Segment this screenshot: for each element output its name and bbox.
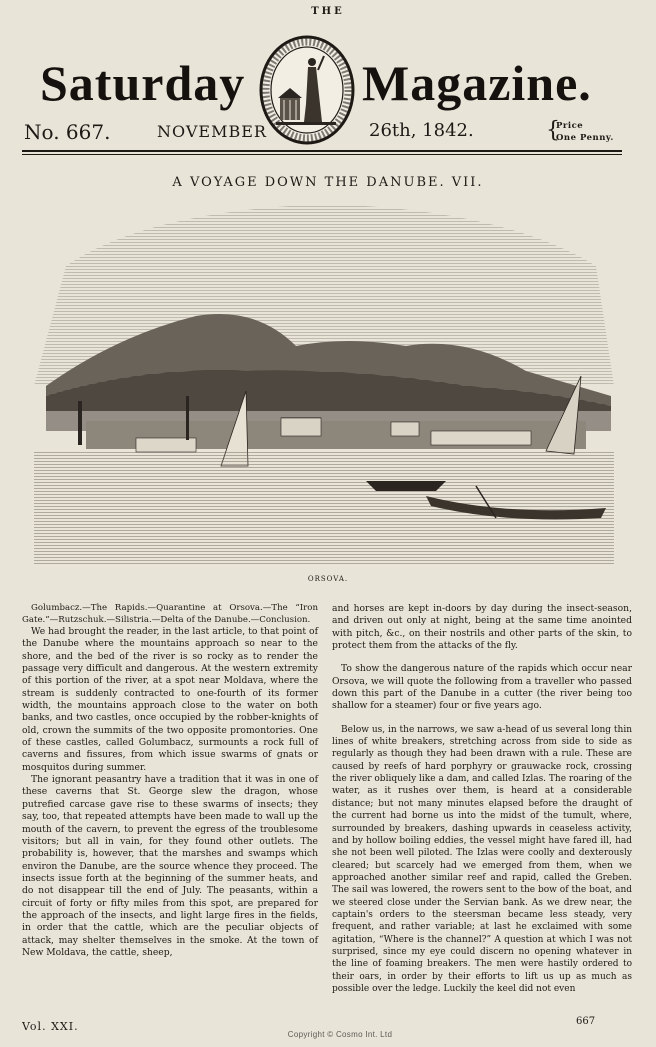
copyright-watermark: Copyright © Cosmo Int. Ltd [287,1030,393,1039]
image-caption: ORSOVA. [307,575,349,583]
left-paragraph-2: The ignorant peasantry have a tradition that it was in one of these caverns that St. George slew the dragon, whose putrefied carcase gave rise to these swarms of insects; they say, too, that repeated attempts have been made to wall up the mouth of the cavern, to prevent the egress of the troublesome visitors; but all in vain, for they found other outlets. The probability is, however, that the marshes and swamps which environ the Danube, are the source whence they proceed. The insects issue forth at the beginning of the summer heats, and do not disappear till the end of July. The peasants, within a circuit of forty or fifty miles from this spot, are prepared for the approach of the insects, and light large fires in the fields, in order that the cattle, which are the peculiar objects of attack, may shelter themselves in the smoke. At the town of New Moldava, the cattle, sheep, [22,774,318,958]
right-paragraph-3: Below us, in the narrows, we saw a-head of us several long thin lines of white breakers, stretching across from side to side as regularly as though they had been drawn with a rule. These are caused by reefs of hard porphyry or grauwacke rock, crossing the river obliquely like a dam, and called Izlas. The roaring of the water, as it rushes over them, is heard at a considerable distance; but not many minutes elapsed before the draught of the current had borne us into the midst of the tumult, where, surrounded by breakers, dashing upwards in ceaseless activity, and by hollow boiling eddies, the vessel might have fared ill, had she not been well piloted. The Izlas were coolly and dexterously cleared; but scarcely had we emerged from them, when we approached another similar reef and rapid, called the Greben. The sail was lowered, the rowers sent to the bow of the boat, and we steered close under the Servian bank. As we drew near, the captain's orders to the steersman became less steady, very frequent, and rather variable; at last he exclaimed with some agitation, “Where is the channel?” A question at which I was not surprised, since my eye could discern no opening whatever in the line of foaming breakers. The men were hastily ordered to their oars, in order by their efforts to lift us up as much as possible over the ledge. Luckily the keel did not even [332,724,632,994]
right-column [332,603,632,995]
issue-date: 26th, 1842. [369,120,474,141]
volume-label: Vol. XXI. [22,1020,79,1033]
article-summary: Golumbacz.—The Rapids.—Quarantine at Orsova.—The “Iron Gate.”—Rutzschuk.—Silistria.—Delta of the Danube.—Conclusion. [22,603,318,625]
article-title: A VOYAGE DOWN THE DANUBE. VII. [172,175,484,190]
issue-line [0,120,656,142]
masthead-the: THE [311,6,345,17]
masthead-rule-thin [22,154,622,155]
price-line-1: Price [556,121,584,131]
issue-month: NOVEMBER [157,122,267,141]
page-number: 667 [576,1016,596,1027]
seal-motto [0,0,1,1]
issue-number: No. 667. [24,120,111,144]
masthead-rule-thick [22,150,622,152]
price-line-2: One Penny. [556,133,614,143]
left-paragraph-1: We had brought the reader, in the last article, to that point of the Danube where the mountains approach so near to the shore, and the bed of the river is so rocky as to render the passage very difficult and dangerous. At the western extremity of this portion of the river, at a spot near Moldava, where the stream is suddenly contracted to one-fourth of its former width, the mountains approach close to the water on both banks, and two castles, once occupied by the robber-knights of old, crown the summits of the two opposite promontories. One of these castles, called Golumbacz, surmounts a rock full of caverns and fissures, from which issue swarms of gnats or mosquitos during summer. [22,626,318,773]
price-label [556,120,614,144]
right-paragraph-2: To show the dangerous nature of the rapids which occur near Orsova, we will quote the following from a traveller who passed down this part of the Danube in a cutter (the river being too shallow for a steamer) four or five years ago. [332,663,632,712]
masthead-title-right: Magazine. [362,55,592,111]
orsova-engraving [26,196,622,574]
left-column [22,603,318,959]
price-brace: { [546,118,560,143]
right-paragraph-1: and horses are kept in-doors by day during the insect-season, and driven out only at night, being at the same time anointed with pitch, &c., on their nostrils and other parts of the skin, to protect them from the attacks of the fly. [332,603,632,652]
masthead-title-left: Saturday [40,55,246,111]
